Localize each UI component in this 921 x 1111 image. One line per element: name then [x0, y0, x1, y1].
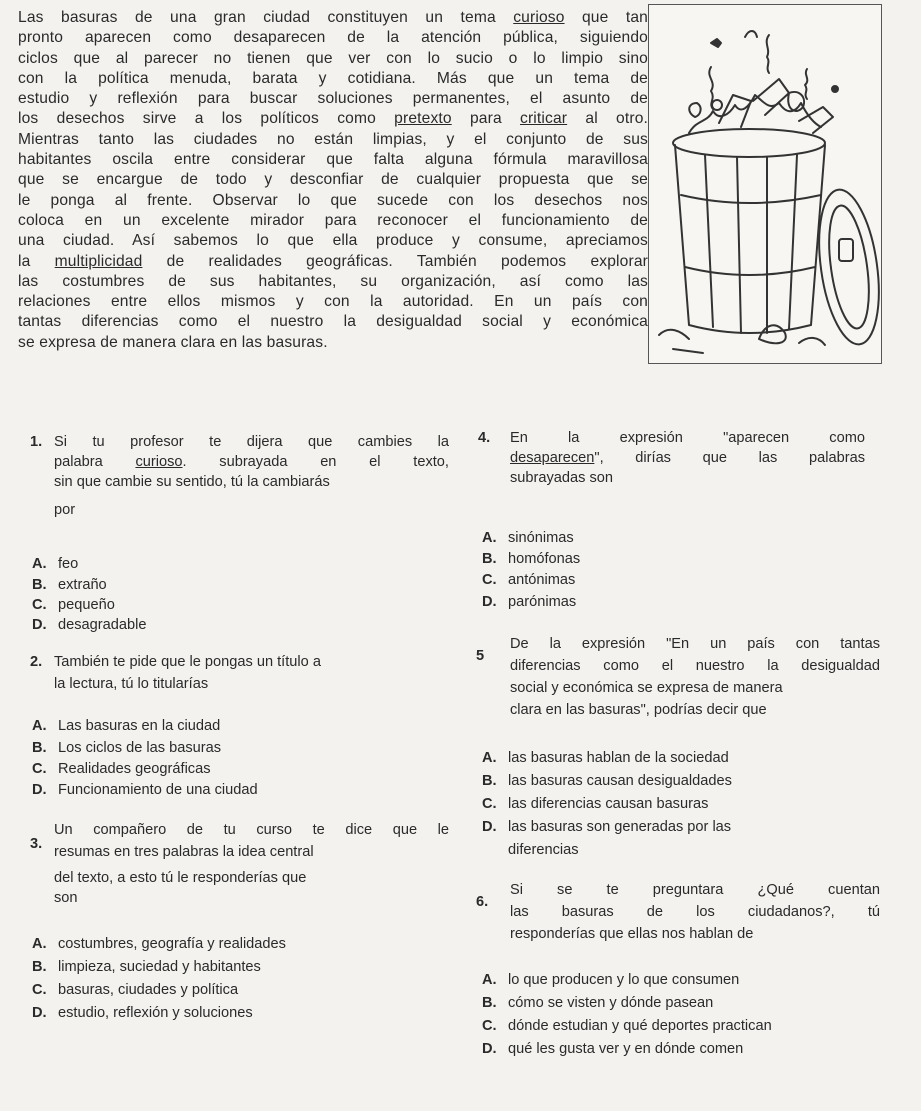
question-text: resumas en tres palabras la idea central	[54, 844, 314, 860]
underlined-word: curioso	[513, 9, 565, 26]
q1-option-b[interactable]: B. extraño	[32, 577, 107, 593]
underlined-word: multiplicidad	[54, 252, 143, 270]
passage-line: los desechos sirve a los políticos como pretexto para criticar al otro.	[18, 110, 649, 128]
passage-line: tantas diferencias como el nuestro la desigualdad social y económica	[18, 313, 648, 331]
question-text: son	[54, 890, 78, 906]
passage-line: que se encargue de todo y desconfiar de cualquier propuesta que se	[18, 171, 648, 189]
question-text: De la expresión "En un país con tantas	[510, 636, 880, 652]
passage-line: habitantes oscila entre considerar que falta alguna fórmula maravillosa	[18, 151, 648, 169]
trash-can-icon	[649, 5, 881, 363]
q6-option-a[interactable]: A. lo que producen y lo que consumen	[482, 972, 740, 988]
question-text: En la expresión "aparecen como	[510, 430, 865, 446]
passage-line: se expresa de manera clara en las basuras.	[18, 333, 328, 351]
q5-option-b[interactable]: B. las basuras causan desigualdades	[482, 773, 732, 789]
underlined-word: pretexto	[394, 110, 452, 128]
question-text: desaparecen", dirías que las palabras	[510, 450, 865, 466]
q6-option-c[interactable]: C. dónde estudian y qué deportes practican	[482, 1018, 772, 1034]
question-text: Un compañero de tu curso te dice que le	[54, 822, 449, 838]
question-text: las basuras de los ciudadanos?, tú	[510, 904, 880, 920]
q5-option-d[interactable]: D. las basuras son generadas por las	[482, 819, 732, 835]
q4-option-a[interactable]: A. sinónimas	[482, 530, 574, 546]
question-text: la lectura, tú lo titularías	[54, 676, 209, 692]
q2-option-a[interactable]: A. Las basuras en la ciudad	[32, 718, 221, 734]
passage-line: coloca en un excelente mirador para reconocer el funcionamiento de	[18, 211, 648, 229]
question-text: diferencias como el nuestro la desigualdad	[510, 658, 880, 674]
passage-line: le ponga al frente. Observar lo que sucede con los desechos nos	[18, 191, 648, 209]
passage-line: con la política menuda, barata y cotidiana. Más que un tema de	[18, 69, 648, 87]
q3-option-c[interactable]: C. basuras, ciudades y política	[32, 982, 239, 998]
passage-line: la multiplicidad de realidades geográficas. También podemos explorar	[18, 252, 648, 270]
q4-option-c[interactable]: C. antónimas	[482, 572, 576, 588]
q6-option-b[interactable]: B. cómo se visten y dónde pasean	[482, 995, 714, 1011]
q2-option-b[interactable]: B. Los ciclos de las basuras	[32, 740, 222, 756]
q2-option-d[interactable]: D. Funcionamiento de una ciudad	[32, 782, 258, 798]
passage-line: relaciones entre ellos mismos y con la autoridad. En un país con	[18, 293, 648, 311]
question-number: 1.	[30, 434, 43, 450]
question-text: por	[54, 502, 76, 518]
question-number: 3.	[30, 836, 43, 852]
passage-line: estudio y reflexión para buscar soluciones permanentes, el asunto de	[18, 90, 648, 108]
question-text: También te pide que le pongas un título a	[54, 654, 321, 670]
underlined-word: criticar	[520, 110, 568, 128]
question-number: 5	[476, 648, 485, 664]
q3-option-b[interactable]: B. limpieza, suciedad y habitantes	[32, 959, 261, 975]
question-number: 2.	[30, 654, 43, 670]
question-text: Si tu profesor te dijera que cambies la	[54, 434, 449, 450]
passage-line: una ciudad. Así sabemos lo que ella produce y consume, apreciamos	[18, 232, 648, 250]
q4-option-d[interactable]: D. parónimas	[482, 594, 577, 610]
question-text: responderías que ellas nos hablan de	[510, 926, 754, 942]
q1-option-a[interactable]: A. feo	[32, 556, 79, 572]
question-text: social y económica se expresa de manera	[510, 680, 783, 696]
passage-line: pronto aparecen como desaparecen de la atención pública, siguiendo	[18, 29, 648, 47]
passage-line: Las basuras de una gran ciudad constituyen un tema curioso que tan	[18, 9, 649, 26]
q5-option-c[interactable]: C. las diferencias causan basuras	[482, 796, 709, 812]
reading-passage	[18, 8, 648, 353]
question-text: palabra curioso. subrayada en el texto,	[54, 454, 449, 470]
underlined-word: curioso	[135, 454, 183, 470]
q6-option-d[interactable]: D. qué les gusta ver y en dónde comen	[482, 1041, 744, 1057]
passage-line: Mientras tanto las ciudades no están limpias, y el conjunto de sus	[18, 130, 648, 148]
question-number: 6.	[476, 894, 489, 910]
q5-option-d-continuation: diferencias	[508, 842, 579, 858]
question-number: 4.	[478, 430, 491, 446]
underlined-word: desaparecen	[510, 450, 595, 466]
q4-option-b[interactable]: B. homófonas	[482, 551, 581, 567]
q5-option-a[interactable]: A. las basuras hablan de la sociedad	[482, 750, 729, 766]
q2-option-c[interactable]: C. Realidades geográficas	[32, 761, 211, 777]
question-text: del texto, a esto tú le responderías que	[54, 870, 307, 886]
passage-line: ciclos que al parecer no tienen que ver con lo sucio o lo limpio sino	[18, 49, 648, 67]
question-text: Si se te preguntara ¿Qué cuentan	[510, 882, 880, 898]
q3-option-a[interactable]: A. costumbres, geografía y realidades	[32, 936, 286, 952]
passage-line: las costumbres de sus habitantes, su organización, así como las	[18, 272, 648, 290]
question-text: clara en las basuras", podrías decir que	[510, 702, 767, 718]
q3-option-d[interactable]: D. estudio, reflexión y soluciones	[32, 1005, 253, 1021]
question-text: subrayadas son	[510, 470, 614, 486]
question-text: sin que cambie su sentido, tú la cambiarás	[54, 474, 330, 490]
q1-option-d[interactable]: D. desagradable	[32, 617, 147, 633]
q1-option-c[interactable]: C. pequeño	[32, 597, 115, 613]
trash-can-illustration	[648, 4, 882, 364]
